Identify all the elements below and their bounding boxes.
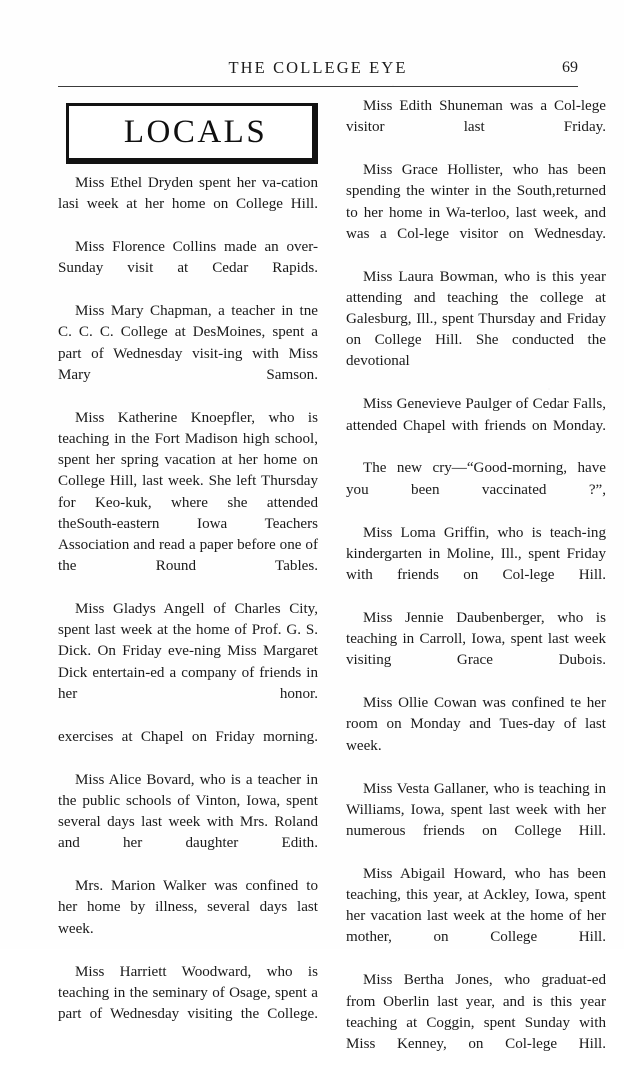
news-item: Miss Florence Collins made an over-Sunday visit at Cedar Rapids. — [58, 239, 318, 277]
news-item: Miss Edith Shuneman was a Col-lege visitor last Friday. — [346, 98, 606, 136]
news-item: Miss Ollie Cowan was confined te her room on Monday and Tues-day of last week. — [346, 695, 606, 754]
news-item: The new cry—“Good-morning, have you been vaccinated ?”, — [346, 460, 606, 498]
right-column — [346, 96, 606, 1052]
left-column — [58, 96, 318, 1022]
news-item: Miss Ethel Dryden spent her va-cation lasi week at her home on College Hill. — [58, 175, 318, 213]
locals-heading-box — [66, 103, 318, 164]
news-item: exercises at Chapel on Friday morning. — [58, 728, 318, 745]
news-item: Miss Gladys Angell of Charles City, spent last week at the home of Prof. G. S. Dick. On Friday eve-ning Miss Margaret Dick entertain-ed a company of friends in her honor. — [58, 601, 318, 702]
news-item: Miss Katherine Knoepfler, who is teaching in the Fort Madison high school, spent her spring vacation at her home on College Hill, last week. She left Thursday for Keo-kuk, where she attended theSouth-eastern Iowa Teachers Association and read a paper before one of the Round Tables. — [58, 409, 318, 575]
news-item: Miss Mary Chapman, a teacher in tne C. C. C. College at DesMoines, spent a part of Wednesday visit-ing with Miss Mary Samson. — [58, 303, 318, 383]
left-column-body — [58, 173, 318, 1046]
news-item: Miss Jennie Daubenberger, who is teaching in Carroll, Iowa, spent last week visiting Grace Dubois. — [346, 609, 606, 669]
news-item: Miss Laura Bowman, who is this year attending and teaching the college at Galesburg, Ill., spent Thursday and Friday on College Hill. She conducted the devotional — [346, 268, 606, 370]
right-column-body — [346, 96, 606, 1076]
news-item: Miss Grace Hollister, who has been spending the winter in the South,returned to her home in Wa-terloo, last week, and was a Col-lege visitor on Wednesday. — [346, 162, 606, 242]
header-rule — [58, 86, 578, 87]
news-item: Mrs. Marion Walker was confined to her home by illness, several days last week. — [58, 878, 318, 937]
news-item: Miss Loma Griffin, who is teach-ing kindergarten in Moline, Ill., spent Friday with friends on Col-lege Hill. — [346, 524, 606, 583]
article-columns — [58, 96, 606, 1052]
running-head — [58, 58, 578, 84]
news-item: Miss Harriett Woodward, who is teaching in the seminary of Osage, spent a part of Wednesday visiting the College. — [58, 963, 318, 1022]
locals-heading-label: LOCALS — [123, 113, 268, 150]
news-item: Miss Genevieve Paulger of Cedar Falls, attended Chapel with friends on Monday. — [346, 396, 606, 434]
page-number: 69 — [562, 59, 578, 76]
news-item: Miss Alice Bovard, who is a teacher in the public schools of Vinton, Iowa, spent several days last week with Mrs. Roland and her daughter Edith. — [58, 771, 318, 852]
publication-title: THE COLLEGE EYE — [228, 58, 408, 77]
news-item: Miss Bertha Jones, who graduat-ed from Oberlin last year, and is this year teaching at Coggin, spent Sunday with Miss Kenney, on Col-lege Hill. — [346, 972, 606, 1052]
news-item: Miss Abigail Howard, who has been teaching, this year, at Ackley, Iowa, spent her vacation last week at the home of her mother, on College Hill. — [346, 865, 606, 946]
news-item: Miss Vesta Gallaner, who is teaching in Williams, Iowa, spent last week with her numerous friends on College Hill. — [346, 780, 606, 839]
